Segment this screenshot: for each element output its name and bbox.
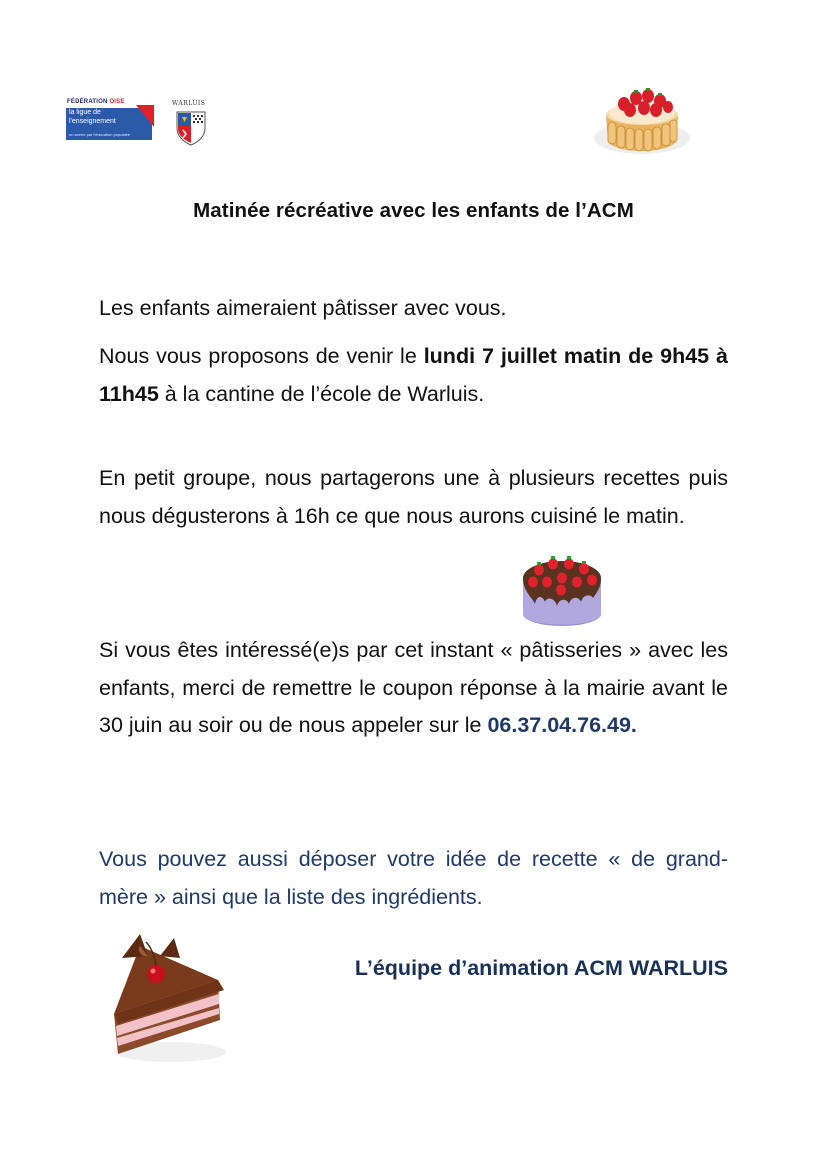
cake-slice-cherry-icon (100, 928, 240, 1068)
logo-federation-text: FÉDÉRATION (67, 99, 108, 105)
coat-of-arms-icon (174, 110, 208, 146)
date-paragraph (99, 338, 728, 413)
logo-tagline: un avenir par l'éducation populaire (69, 132, 131, 137)
logo-oise-text: OISE (109, 99, 125, 105)
date-paragraph-location: à la cantine de l’école de Warluis. (158, 381, 485, 406)
event-date-time: lundi 7 juillet matin de 9h45 à 11h45 (99, 344, 728, 406)
warluis-logo-name: WARLUIS (172, 100, 206, 107)
warluis-logo (168, 100, 212, 146)
intro-paragraph: Les enfants aimeraient pâtisser avec vous. (99, 296, 507, 320)
contact-paragraph (99, 632, 728, 745)
recipe-paragraph: Vous pouvez aussi déposer votre idée de recette « de grand-mère » ainsi que la liste des ingrédients. (99, 847, 728, 909)
date-paragraph-lead: Nous vous proposons de venir le (99, 344, 424, 368)
activity-paragraph: En petit groupe, nous partagerons une à plusieurs recettes puis nous dégusterons à 16h ce que nous aurons cuisiné le matin. (99, 466, 728, 528)
charlotte-cake-icon (588, 66, 698, 166)
ligue-enseignement-logo (66, 99, 154, 141)
contact-paragraph-text: Si vous êtes intéressé(e)s par cet instant « pâtisseries » avec les enfants, merci de remettre le coupon réponse à la mairie avant le 30 juin au soir ou de nous appeler sur le (99, 638, 728, 737)
signature: L’équipe d’animation ACM WARLUIS (354, 956, 728, 980)
strawberry-chocolate-cake-icon (517, 542, 607, 634)
phone-number: 06.37.04.76.49. (487, 713, 637, 737)
logo-line2: l'enseignement (69, 118, 116, 125)
logo-line1: la ligue de (69, 109, 101, 116)
page-title: Matinée récréative avec les enfants de l’ACM (193, 199, 634, 222)
